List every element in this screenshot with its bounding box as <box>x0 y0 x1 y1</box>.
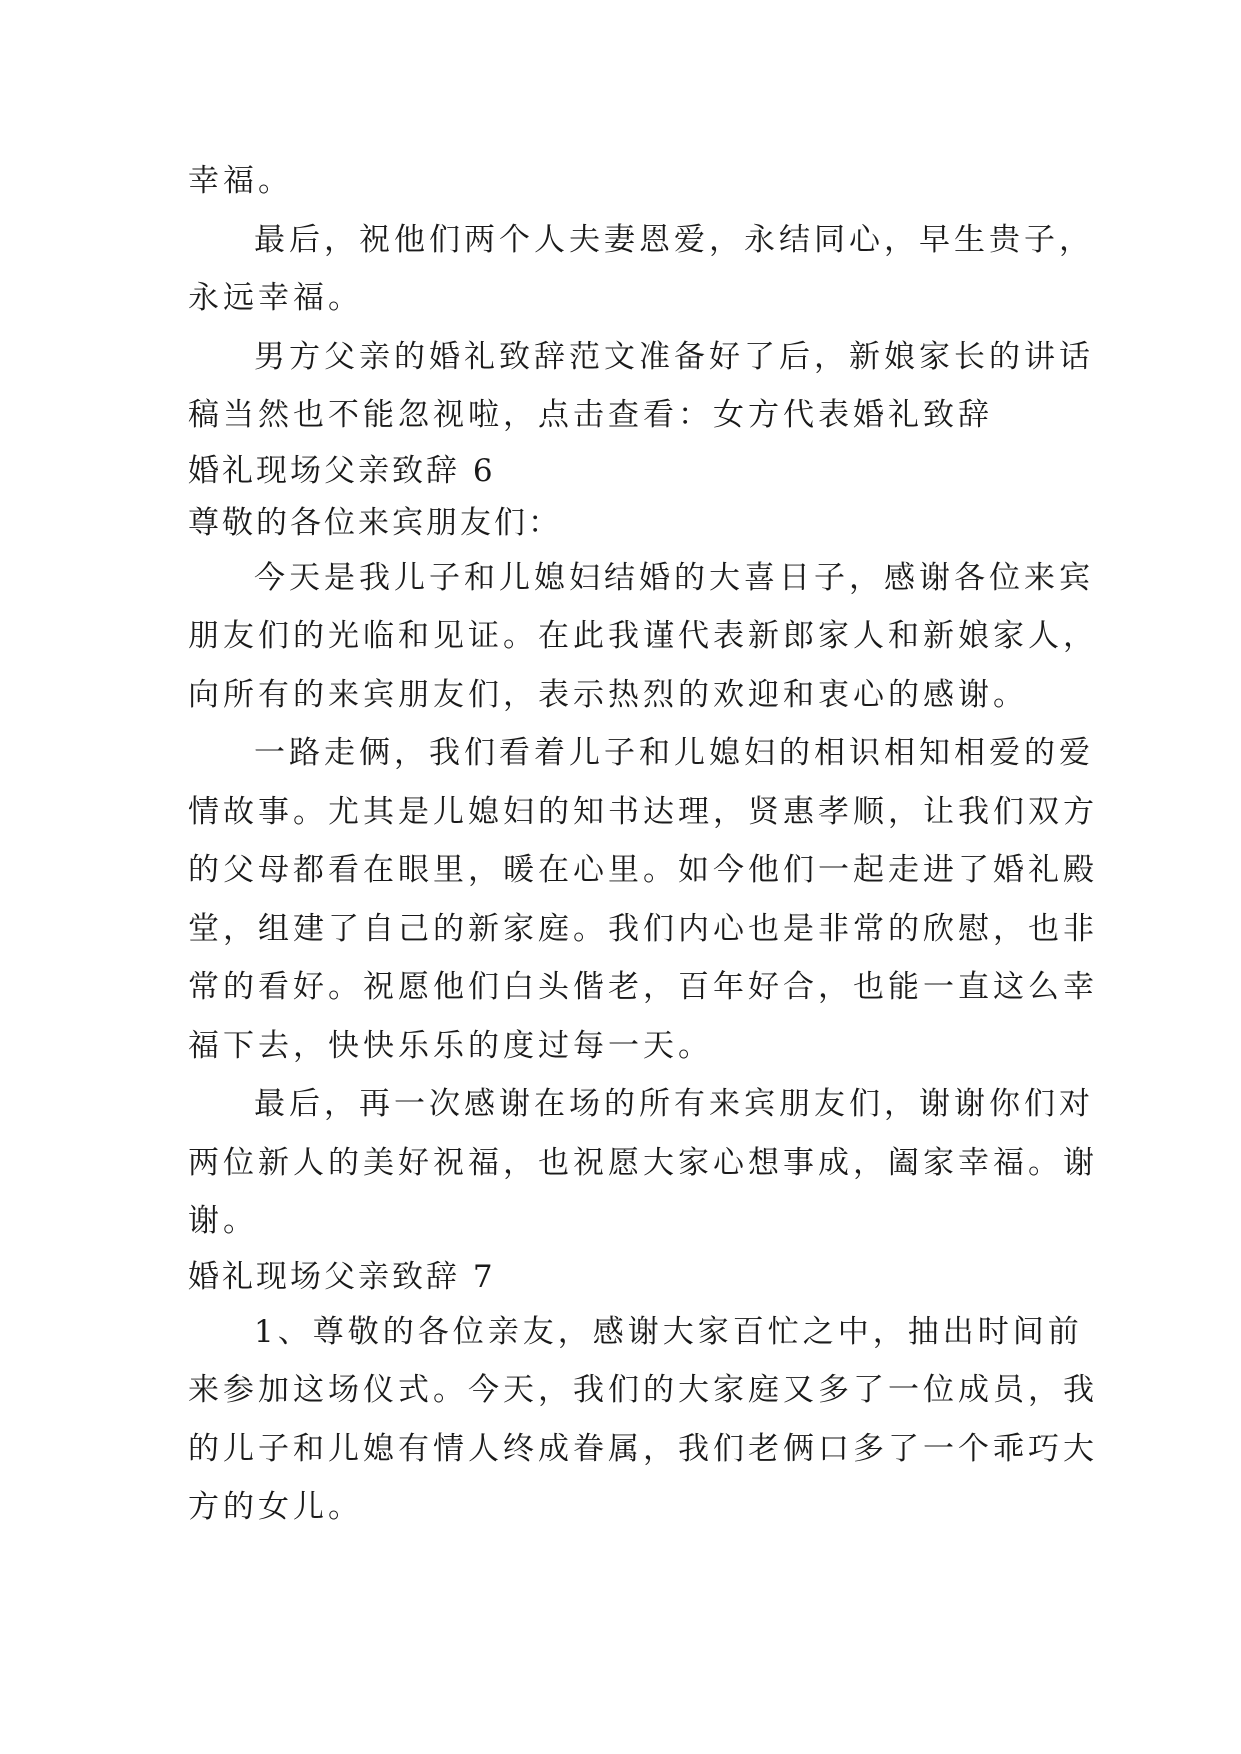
paragraph-line: 的儿子和儿媳有情人终成眷属，我们老俩口多了一个乖巧大 <box>188 1430 1098 1467</box>
paragraph-line: 一路走俩，我们看着儿子和儿媳妇的相识相知相爱的爱 <box>254 735 1094 771</box>
paragraph-line: 谢。 <box>188 1203 258 1239</box>
paragraph-line: 最后，祝他们两个人夫妻恩爱，永结同心，早生贵子， <box>254 221 1094 258</box>
paragraph-line: 常的看好。祝愿他们白头偕老，百年好合，也能一直这么幸 <box>188 969 1098 1005</box>
salutation-line: 尊敬的各位来宾朋友们： <box>188 504 562 541</box>
paragraph-line: 的父母都看在眼里，暖在心里。如今他们一起走进了婚礼殿 <box>188 852 1098 888</box>
document-body <box>188 152 1098 1537</box>
paragraph-line: 方的女儿。 <box>188 1489 363 1525</box>
paragraph-line: 幸福。 <box>188 163 293 199</box>
paragraph-line: 福下去，快快乐乐的度过每一天。 <box>188 1027 713 1064</box>
paragraph-line: 男方父亲的婚礼致辞范文准备好了后，新娘家长的讲话 <box>254 338 1094 375</box>
paragraph-line: 情故事。尤其是儿媳妇的知书达理，贤惠孝顺，让我们双方 <box>188 793 1098 830</box>
paragraph-line: 堂，组建了自己的新家庭。我们内心也是非常的欣慰，也非 <box>188 910 1098 947</box>
paragraph-line: 今天是我儿子和儿媳妇结婚的大喜日子，感谢各位来宾 <box>254 559 1094 596</box>
paragraph-line: 来参加这场仪式。今天，我们的大家庭又多了一位成员，我 <box>188 1372 1098 1408</box>
paragraph-line: 两位新人的美好祝福，也祝愿大家心想事成，阖家幸福。谢 <box>188 1144 1098 1181</box>
paragraph-line: 最后，再一次感谢在场的所有来宾朋友们，谢谢你们对 <box>254 1086 1094 1122</box>
section-heading: 婚礼现场父亲致辞 6 <box>188 452 496 489</box>
paragraph-line: 朋友们的光临和见证。在此我谨代表新郎家人和新娘家人， <box>188 618 1098 654</box>
paragraph-line: 稿当然也不能忽视啦，点击查看：女方代表婚礼致辞 <box>188 397 993 433</box>
paragraph-line: 1、尊敬的各位亲友，感谢大家百忙之中，抽出时间前 <box>254 1313 1083 1350</box>
section-heading: 婚礼现场父亲致辞 7 <box>188 1258 496 1295</box>
paragraph-line: 向所有的来宾朋友们，表示热烈的欢迎和衷心的感谢。 <box>188 676 1028 713</box>
paragraph-line: 永远幸福。 <box>188 280 363 316</box>
